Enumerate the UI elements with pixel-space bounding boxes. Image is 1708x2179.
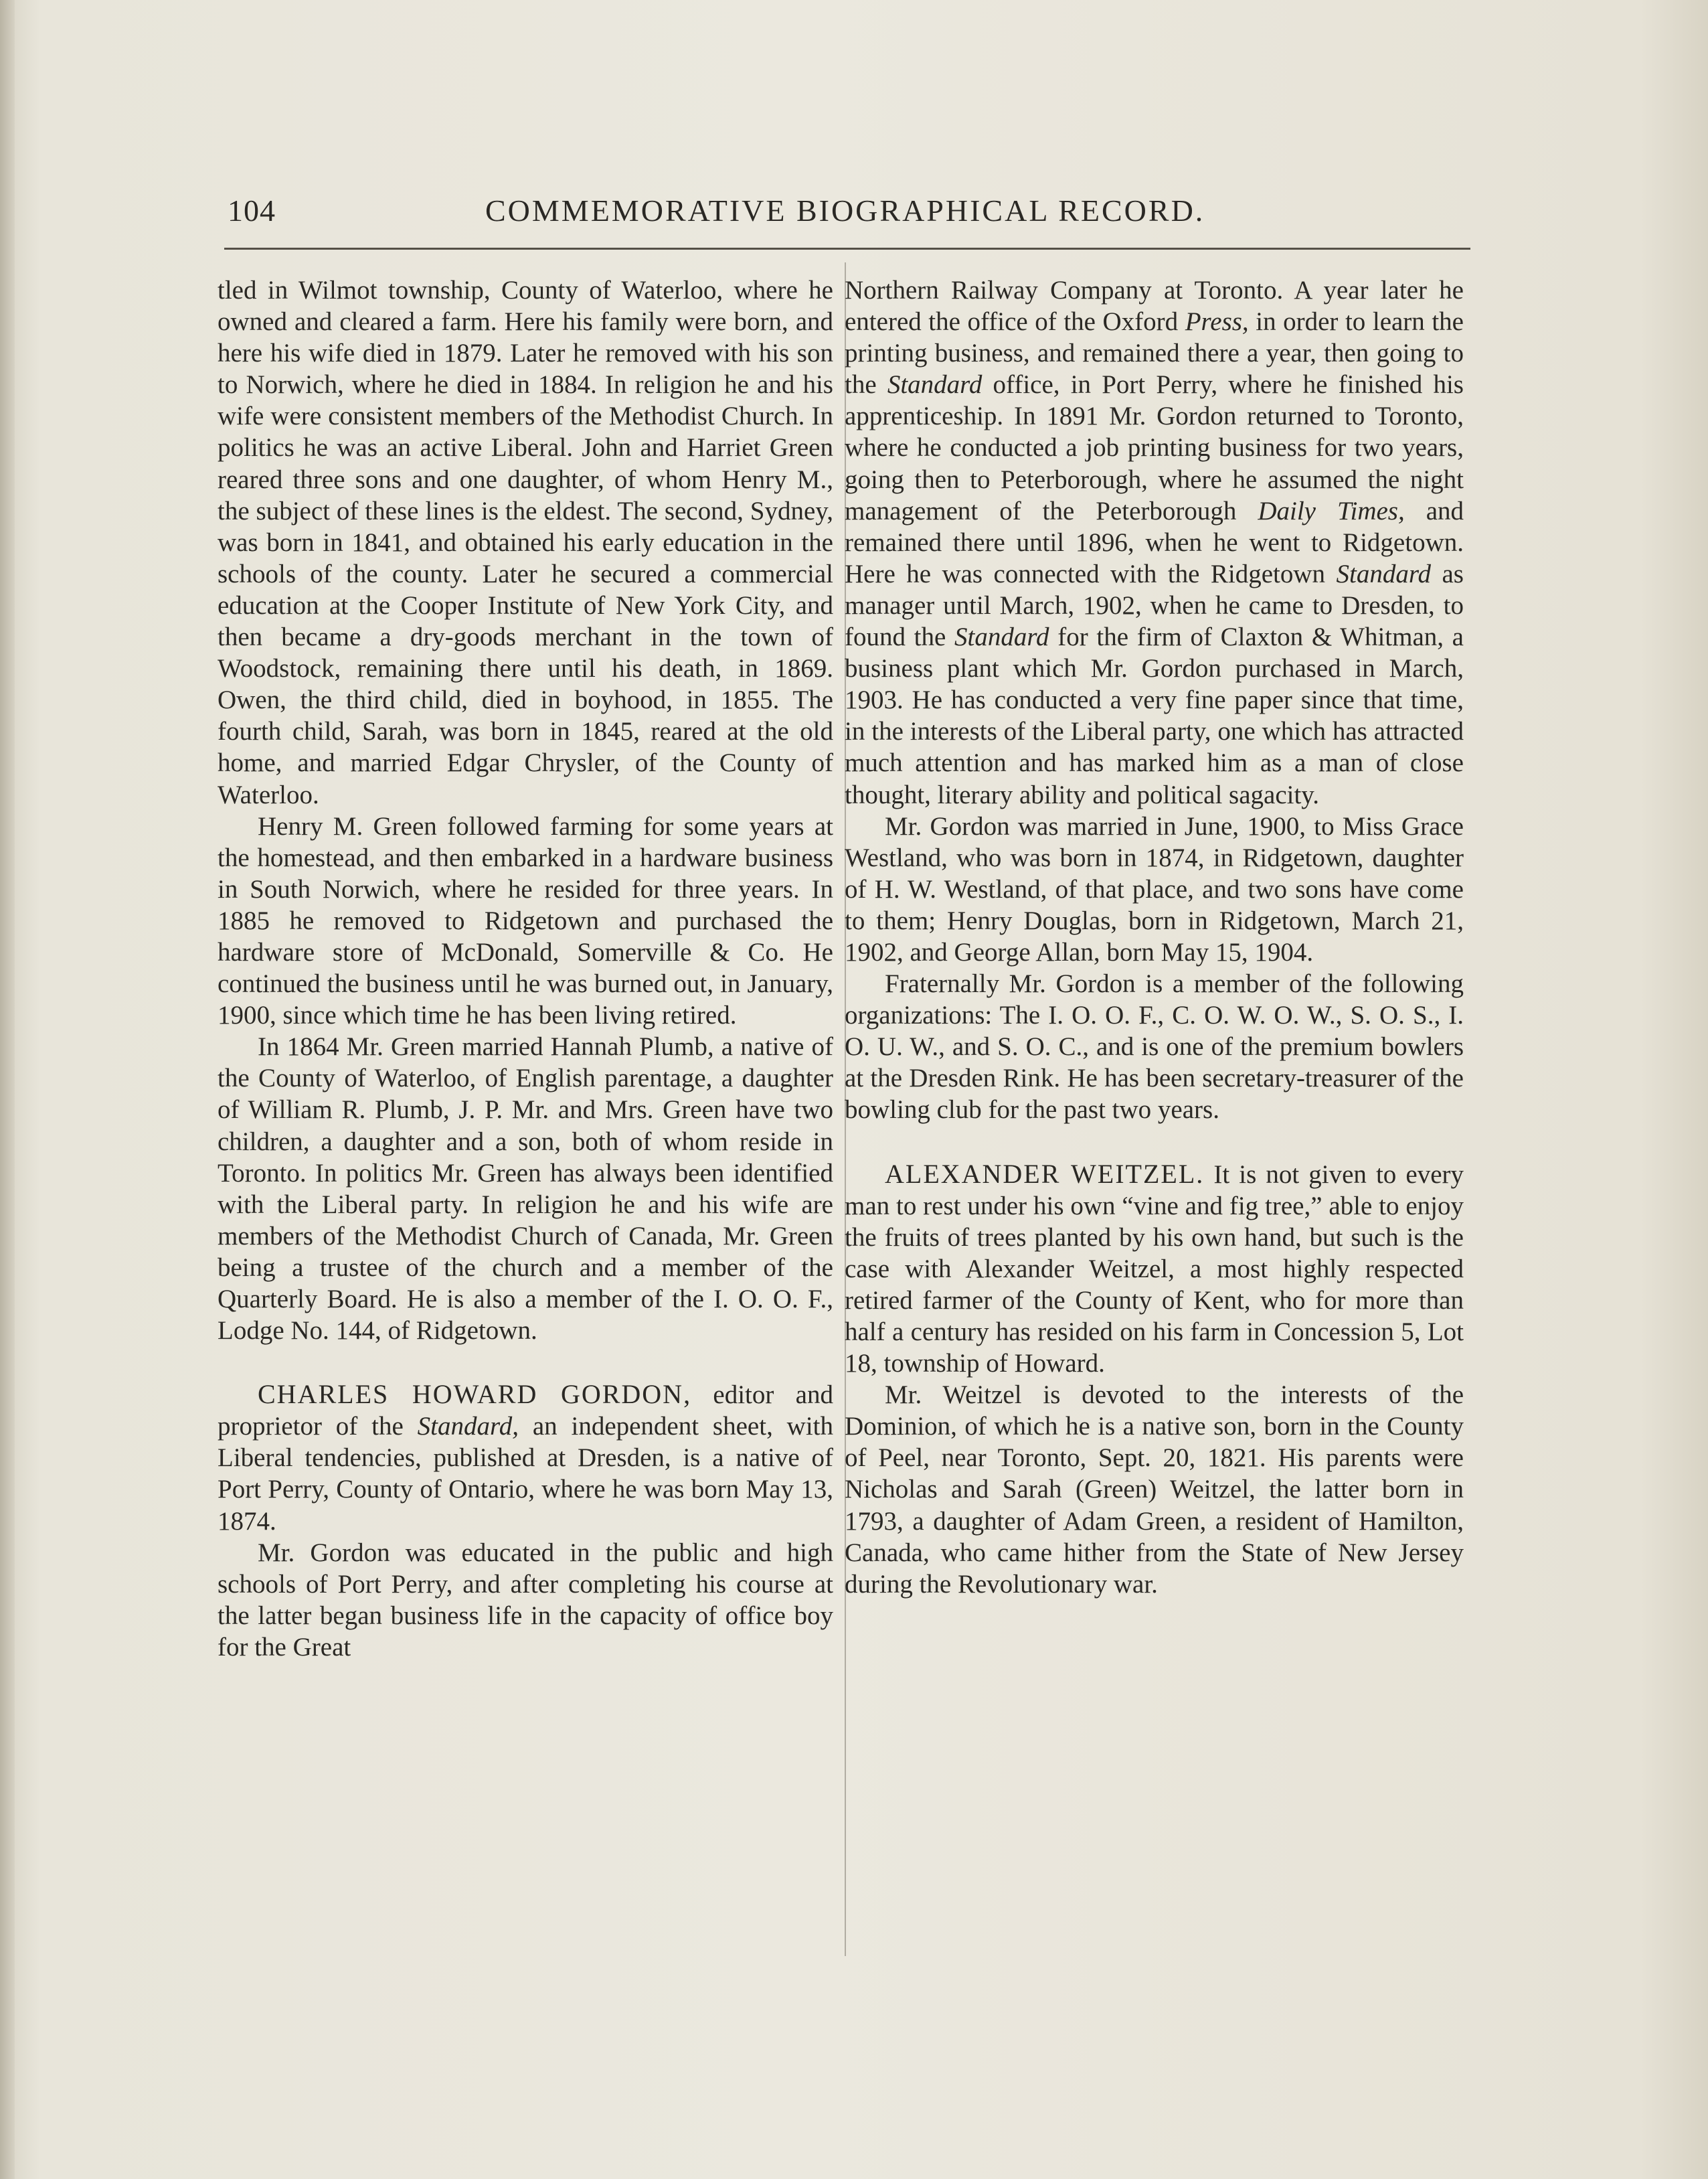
green-paragraph-2: Henry M. Green followed farming for some years at the homestead, and then embarked in a hardware business in South Norwich, where he resided for three years. In 1885 he removed to Ridgetown and purchased the hardware store of McDonald, Somerville & Co. He continued the business until he was burned out, in January, 1900, since which time he has been living retired. bbox=[218, 811, 833, 1030]
career-text-a: Northern Railway Company at Toronto. A year later he entered the office of the Oxford bbox=[845, 276, 1464, 337]
career-press-title: Press, bbox=[1185, 307, 1249, 337]
career-standard-title-1: Standard bbox=[887, 370, 983, 400]
gordon-intro-text-b: an independent sheet, with Liberal tendencies, published at Dresden, is a native of Port Perry, County of Ontario, where he was born May 13, 1874. bbox=[218, 1412, 833, 1536]
career-standard-title-2: Standard bbox=[1336, 559, 1432, 588]
career-text-d: and remained there until 1896, when he went to Ridgetown. Here he was connected with the Ridgetown bbox=[845, 496, 1464, 588]
career-daily-times-title: Daily Times, bbox=[1258, 496, 1405, 526]
green-paragraph-3: In 1864 Mr. Green married Hannah Plumb, a native of the County of Waterloo, of English parentage, a daughter of William R. Plumb, J. P. Mr. and Mrs. Green have two children, a daughter and a son, both of whom reside in Toronto. In politics Mr. Green has always been identified with the Liberal party. In religion he and his wife are members of the Methodist Church of Canada, Mr. Green being a trustee of the church and a member of the Quarterly Board. He is also a member of the I. O. O. F., Lodge No. 144, of Ridgetown. bbox=[218, 1032, 833, 1346]
weitzel-entry-intro bbox=[845, 1158, 1464, 1380]
page-spine-shadow bbox=[0, 0, 15, 2179]
gordon-paragraph-career bbox=[845, 274, 1464, 811]
green-paragraph-1: tled in Wilmot township, County of Waterloo, where he owned and cleared a farm. Here his family were born, and here his wife died in 1879. Later he removed with his son to Norwich, where he died in 1884. In religion he and his wife were consistent members of the Methodist Church. In politics he was an active Liberal. John and Harriet Green reared three sons and one daughter, of whom Henry M., the subject of these lines is the eldest. The second, Sydney, was born in 1841, and obtained his early education in the schools of the county. Later he secured a commercial education at the Cooper Institute of New York City, and then became a dry-goods merchant in the town of Woodstock, remaining there until his death, in 1869. Owen, the third child, died in boyhood, in 1855. The fourth child, Sarah, was born in 1845, reared at the old home, and married Edgar Chrysler, of the County of Waterloo. bbox=[218, 276, 833, 809]
gordon-paragraph-education: Mr. Gordon was educated in the public and high schools of Port Perry, and after completing his course at the latter began business life in the capacity of office boy for the Great bbox=[218, 1538, 833, 1662]
gordon-intro-paper-title: Standard, bbox=[417, 1412, 519, 1441]
career-standard-title-3: Standard bbox=[954, 623, 1049, 652]
career-text-f: for the firm of Claxton & Whitman, a business plant which Mr. Gordon purchased in March, 1903. He has conducted a very fine paper since that time, in the interests of the Liberal party, one which has attracted much attention and has marked him as a man of close thought, literary ability and political sagacity. bbox=[845, 623, 1464, 809]
career-text-e: as manager until March, 1902, when he came to Dresden, to found the bbox=[845, 559, 1464, 652]
header-rule bbox=[224, 248, 1470, 250]
gordon-paragraph-marriage: Mr. Gordon was married in June, 1900, to Miss Grace Westland, who was born in 1874, in Ridgetown, daughter of H. W. Westland, of that place, and two sons have come to them; Henry Douglas, born in Ridgetown, March 21, 1902, and George Allan, born May 15, 1904. bbox=[845, 811, 1464, 967]
page-number: 104 bbox=[228, 193, 276, 228]
weitzel-paragraph-birth: Mr. Weitzel is devoted to the interests of the Dominion, of which he is a native son, born in the County of Peel, near Toronto, Sept. 20, 1821. His parents were Nicholas and Sarah (Green) Weitzel, the latter born in 1793, a daughter of Adam Green, a resident of Hamilton, Canada, who came hither from the State of New Jersey during the Revolutionary war. bbox=[845, 1380, 1464, 1599]
left-column bbox=[218, 274, 833, 1663]
gordon-entry-name: CHARLES HOWARD GORDON, bbox=[258, 1379, 692, 1410]
career-text-b: in order to learn the printing business, and remained there a year, then going to the bbox=[845, 307, 1464, 400]
gordon-intro-text-a: editor and proprietor of the bbox=[218, 1380, 833, 1441]
page-header bbox=[228, 193, 1474, 233]
career-text-c: office, in Port Perry, where he finished his apprenticeship. In 1891 Mr. Gordon returned to Toronto, where he conducted a job printing business for two years, going then to Peterborough, where he assumed the night management of the Peterborough bbox=[845, 370, 1464, 526]
weitzel-entry-name: ALEXANDER WEITZEL. bbox=[885, 1158, 1205, 1189]
running-title: COMMEMORATIVE BIOGRAPHICAL RECORD. bbox=[485, 193, 1205, 228]
gordon-paragraph-fraternal: Fraternally Mr. Gordon is a member of the following organizations: The I. O. O. F., C. O. W. O. W., S. O. S., I. O. U. W., and S. O. C., and is one of the premium bowlers at the Dresden Rink. He has been secretary-treasurer of the bowling club for the past two years. bbox=[845, 969, 1464, 1125]
right-column bbox=[845, 274, 1464, 1600]
gordon-entry-intro bbox=[218, 1378, 833, 1536]
weitzel-intro-text: It is not given to every man to rest under his own “vine and fig tree,” able to enjoy the fruits of trees planted by his own hand, but such is the case with Alexander Weitzel, a most highly respected retired farmer of the County of Kent, who for more than half a century has resided on his farm in Concession 5, Lot 18, township of Howard. bbox=[845, 1159, 1464, 1378]
